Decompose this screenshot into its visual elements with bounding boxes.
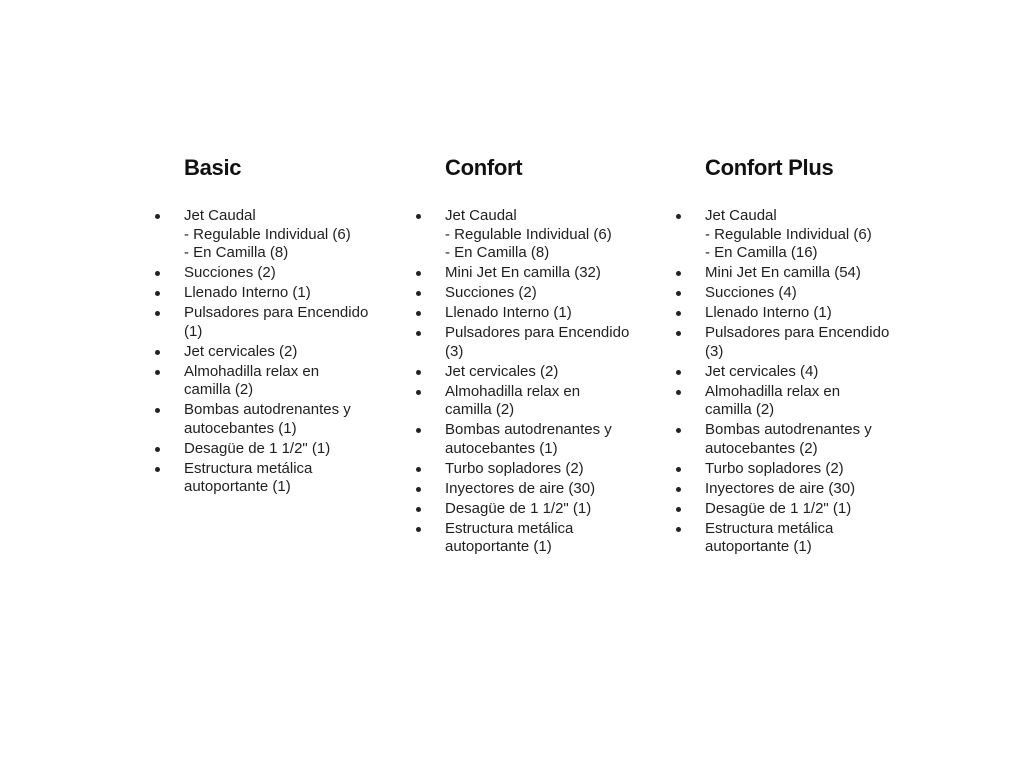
feature-text: Desagüe de 1 1/2" (1)	[184, 439, 331, 457]
feature-text: Pulsadores para Encendido	[184, 304, 369, 322]
bullet-icon	[155, 447, 160, 452]
plan-title: Confort	[445, 155, 523, 180]
bullet-icon	[155, 214, 160, 219]
plan-column-2	[705, 152, 935, 558]
feature-text: - En Camilla (8)	[184, 244, 289, 262]
feature-list	[705, 207, 935, 557]
bullet-icon	[676, 428, 681, 433]
feature-item	[445, 383, 675, 420]
feature-text: Inyectores de aire (30)	[705, 479, 856, 497]
feature-text: Jet Caudal	[445, 207, 517, 224]
feature-text: Bombas autodrenantes y	[705, 421, 872, 439]
bullet-icon	[416, 370, 421, 375]
feature-text: Llenado Interno (1)	[705, 304, 832, 322]
feature-list	[445, 207, 675, 557]
feature-text: autoportante (1)	[184, 478, 291, 496]
feature-item	[184, 440, 414, 459]
feature-text: autocebantes (1)	[445, 439, 558, 457]
feature-text: Pulsadores para Encendido	[445, 324, 630, 342]
bullet-icon	[416, 467, 421, 472]
bullet-icon	[676, 370, 681, 375]
feature-item	[705, 480, 935, 499]
bullet-icon	[155, 311, 160, 316]
feature-item	[705, 207, 935, 263]
feature-item	[705, 500, 935, 519]
bullet-icon	[676, 507, 681, 512]
feature-item	[705, 304, 935, 323]
feature-item	[445, 520, 675, 557]
bullet-icon	[416, 507, 421, 512]
bullet-icon	[676, 331, 681, 336]
plan-title: Confort Plus	[705, 155, 834, 180]
bullet-icon	[676, 487, 681, 492]
bullet-icon	[416, 331, 421, 336]
feature-item	[184, 264, 414, 283]
feature-text: camilla (2)	[445, 401, 515, 419]
feature-text: Jet cervicales (2)	[184, 342, 298, 360]
bullet-icon	[155, 370, 160, 375]
bullet-icon	[676, 311, 681, 316]
feature-item	[705, 460, 935, 479]
feature-text: Succiones (2)	[184, 264, 276, 282]
feature-text: Mini Jet En camilla (32)	[445, 264, 601, 282]
feature-text: Llenado Interno (1)	[445, 304, 572, 322]
feature-text: Turbo sopladores (2)	[445, 459, 584, 477]
feature-item	[445, 304, 675, 323]
plan-column-0	[184, 152, 414, 498]
feature-text: - Regulable Individual (6)	[705, 225, 872, 243]
bullet-icon	[416, 291, 421, 296]
feature-item	[184, 304, 414, 341]
feature-text: Desagüe de 1 1/2" (1)	[445, 499, 592, 517]
feature-text: (1)	[184, 322, 203, 340]
feature-text: Estructura metálica	[445, 519, 574, 537]
bullet-icon	[416, 487, 421, 492]
feature-text: Almohadilla relax en	[445, 382, 581, 400]
bullet-icon	[416, 311, 421, 316]
feature-item	[184, 460, 414, 497]
feature-item	[705, 421, 935, 458]
feature-item	[705, 363, 935, 382]
feature-text: autocebantes (1)	[184, 419, 297, 437]
feature-text: Jet Caudal	[184, 207, 256, 224]
feature-text: autoportante (1)	[445, 538, 552, 556]
feature-text: autoportante (1)	[705, 538, 812, 556]
bullet-icon	[155, 467, 160, 472]
feature-text: - Regulable Individual (6)	[445, 225, 612, 243]
feature-item	[445, 207, 675, 263]
bullet-icon	[676, 527, 681, 532]
bullet-icon	[416, 390, 421, 395]
feature-text: Bombas autodrenantes y	[445, 421, 612, 439]
feature-text: Jet cervicales (2)	[445, 362, 559, 380]
feature-text: Almohadilla relax en	[184, 362, 320, 380]
bullet-icon	[155, 291, 160, 296]
feature-text: Estructura metálica	[184, 459, 313, 477]
plan-column-1	[445, 152, 675, 558]
feature-item	[445, 500, 675, 519]
bullet-icon	[416, 527, 421, 532]
bullet-icon	[155, 271, 160, 276]
feature-text: camilla (2)	[184, 381, 254, 399]
feature-item	[445, 324, 675, 361]
feature-text: Succiones (4)	[705, 284, 797, 302]
feature-text: - En Camilla (8)	[445, 244, 550, 262]
feature-item	[705, 520, 935, 557]
bullet-icon	[155, 350, 160, 355]
feature-item	[705, 264, 935, 283]
feature-list	[184, 207, 414, 497]
feature-text: Estructura metálica	[705, 519, 834, 537]
feature-text: Inyectores de aire (30)	[445, 479, 596, 497]
feature-text: Succiones (2)	[445, 284, 537, 302]
bullet-icon	[676, 291, 681, 296]
feature-item	[445, 284, 675, 303]
feature-text: - En Camilla (16)	[705, 244, 818, 262]
feature-text: (3)	[705, 342, 724, 360]
feature-text: Jet Caudal	[705, 207, 777, 224]
feature-text: camilla (2)	[705, 401, 775, 419]
plan-title: Basic	[184, 155, 242, 180]
feature-text: Desagüe de 1 1/2" (1)	[705, 499, 852, 517]
bullet-icon	[416, 214, 421, 219]
feature-text: (3)	[445, 342, 464, 360]
feature-item	[184, 207, 414, 263]
bullet-icon	[676, 467, 681, 472]
feature-item	[445, 363, 675, 382]
feature-item	[184, 401, 414, 438]
feature-item	[184, 363, 414, 400]
feature-text: Turbo sopladores (2)	[705, 459, 844, 477]
feature-item	[445, 421, 675, 458]
feature-item	[705, 284, 935, 303]
feature-item	[445, 264, 675, 283]
feature-text: Jet cervicales (4)	[705, 362, 819, 380]
feature-item	[705, 383, 935, 420]
feature-item	[184, 284, 414, 303]
feature-text: Pulsadores para Encendido	[705, 324, 890, 342]
bullet-icon	[676, 214, 681, 219]
feature-text: Mini Jet En camilla (54)	[705, 264, 861, 282]
feature-text: - Regulable Individual (6)	[184, 225, 351, 243]
bullet-icon	[416, 428, 421, 433]
feature-text: autocebantes (2)	[705, 439, 818, 457]
feature-text: Llenado Interno (1)	[184, 284, 311, 302]
feature-item	[705, 324, 935, 361]
feature-item	[445, 480, 675, 499]
bullet-icon	[416, 271, 421, 276]
feature-text: Bombas autodrenantes y	[184, 401, 351, 419]
feature-item	[445, 460, 675, 479]
feature-text: Almohadilla relax en	[705, 382, 841, 400]
feature-item	[184, 343, 414, 362]
bullet-icon	[155, 408, 160, 413]
bullet-icon	[676, 271, 681, 276]
bullet-icon	[676, 390, 681, 395]
